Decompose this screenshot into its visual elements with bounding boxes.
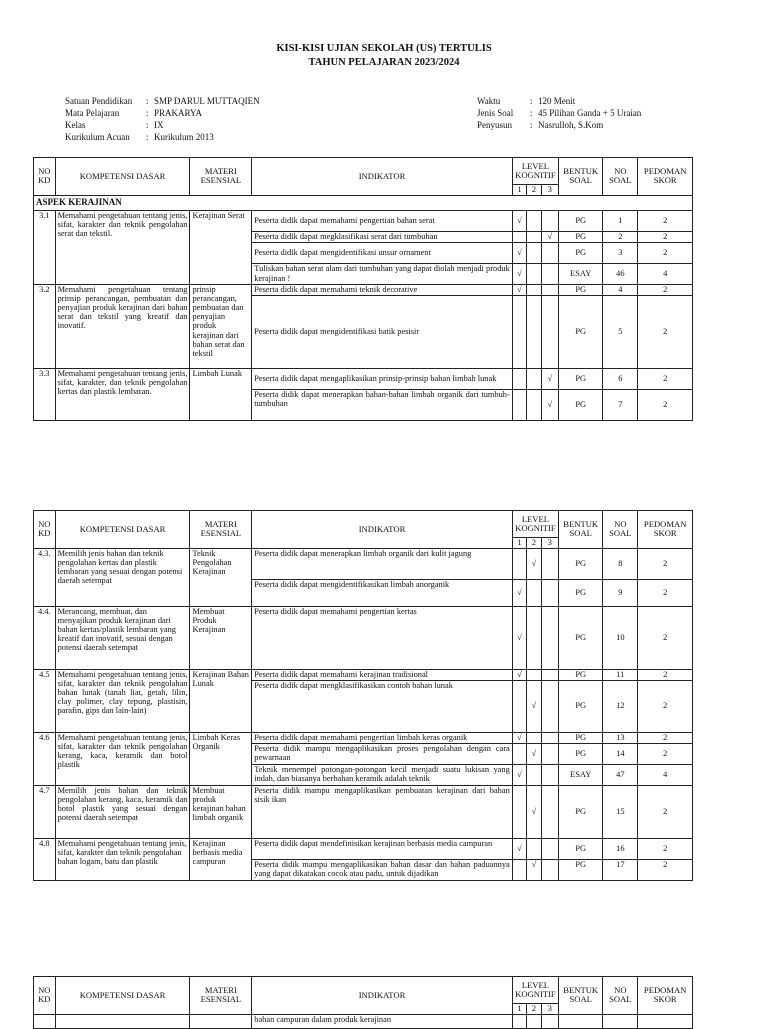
col-level: LEVEL KOGNITIF (512, 511, 558, 538)
table-row: Peserta didik dapat mengidentifikasi unsur ornament √ PG 3 2 (34, 242, 693, 263)
col-level-1: 1 (512, 1004, 526, 1015)
col-no-soal: NO SOAL (603, 158, 638, 196)
table-header-row (34, 158, 693, 185)
table-row: Peserta didik dapat mengidentifikasi batik pesisir PG 5 2 (34, 295, 693, 368)
col-kompetensi: KOMPETENSI DASAR (55, 158, 190, 196)
table-row: 4.5 Memahami pengetahuan tentang jenis, sifat, karakter dan teknik pengolahan bahan lunak (tanah liat, getah, lilin, clay polimer, clay tepung, plastisin, parafin, gips dan lain-lain) Kerajinan Bahan Lunak Peserta didik dapat memahami kerajinan tradisional √ PG 11 2 (34, 669, 693, 680)
table-row: 4.3. Memilih jenis bahan dan teknik pengolahan kertas dan plastik lembaran yang sesuai dengan potensi daerah setempat Teknik Pengolahan Kerajinan Peserta didik dapat menerapkan limbah organik dari kulit jagung √ PG 8 2 (34, 548, 693, 579)
table-row: Peserta didik dapat mengklasifikasikan contoh bahan lunak √ PG 12 2 (34, 680, 693, 732)
table-row: Peserta didik dapat megklasifikasi serat dari tumbuhan √ PG 2 2 (34, 231, 693, 242)
col-no-soal: NO SOAL (603, 977, 638, 1015)
doc-title-line2: TAHUN PELAJARAN 2023/2024 (308, 57, 460, 68)
kisi-table-1 (33, 157, 693, 421)
col-bentuk: BENTUK SOAL (559, 158, 603, 196)
col-bentuk: BENTUK SOAL (559, 511, 603, 549)
kisi-table-3 (33, 976, 693, 1029)
col-level-3: 3 (541, 1004, 559, 1015)
table-header-row (34, 977, 693, 1004)
col-indikator: INDIKATOR (252, 977, 513, 1015)
table-row: Tuliskan bahan serat alam dari tumbuhan yang dapat diolah menjadi produk kerajinan ! √ ESAY 46 4 (34, 263, 693, 284)
table-row: 3.2 Memahami pengetahuan tentang prinsip perancangan, pembuatan dan penyajian produk kerajinan dari bahan serat dan tekstil yang kreatif dan inovatif. prinsip perancangan, pembuatan dan penyajian produk kerajinan dari bahan serat dan tekstil Peserta didik dapat memahami teknik decorative √ PG 4 2 (34, 284, 693, 295)
kisi-table-2 (33, 510, 693, 881)
col-kompetensi: KOMPETENSI DASAR (55, 977, 190, 1015)
col-no-kd: NO KD (34, 511, 56, 549)
table-row: Peserta didik mampu mengaplikasikan proses pengolahan dengan cara pewarnaan √ PG 14 2 (34, 743, 693, 764)
col-level: LEVEL KOGNITIF (512, 158, 558, 185)
col-level-3: 3 (541, 538, 559, 549)
table-row: 4.7 Memilih jenis bahan dan teknik pengolahan kerang, kaca, keramik dan botol plastik yang sesuai dengan potensi daerah setempat Membuat produk kerajinan bahan limbah organik Peserta didik mampu mengaplikasikan pembuatan kerajinan dari bahan sisik ikan √ PG 15 2 (34, 785, 693, 838)
col-no-kd: NO KD (34, 158, 56, 196)
col-level-2: 2 (527, 1004, 541, 1015)
col-pedoman: PEDOMAN SKOR (638, 511, 693, 549)
table-row: Peserta didik dapat mengidentifikasikan limbah anorganik √ PG 9 2 (34, 579, 693, 606)
table-header-row (34, 511, 693, 538)
col-indikator: INDIKATOR (252, 158, 513, 196)
col-kompetensi: KOMPETENSI DASAR (55, 511, 190, 549)
col-pedoman: PEDOMAN SKOR (638, 977, 693, 1015)
col-materi: MATERI ESENSIAL (190, 158, 252, 196)
doc-title-line1: KISI-KISI UJIAN SEKOLAH (US) TERTULIS (276, 43, 492, 54)
col-bentuk: BENTUK SOAL (559, 977, 603, 1015)
table-row: 3.3 Memahami pengetahuan tentang jenis, sifat, karakter, dan teknik pengolahan kertas dan plastik lembaran. Limbah Lunak Peserta didik dapat mengaplikasikan prinsip-prinsip bahan limbah lunak √ PG 6 2 (34, 368, 693, 389)
col-level-1: 1 (512, 185, 526, 196)
col-no-kd: NO KD (34, 977, 56, 1015)
info-left: Satuan Pendidikan : SMP DARUL MUTTAQIEN Mata Pelajaran : PRAKARYA Kelas : IX Kurikulum Acuan : Kurikulum 2013 (65, 96, 260, 142)
col-no-soal: NO SOAL (603, 511, 638, 549)
col-level-2: 2 (527, 538, 541, 549)
col-indikator: INDIKATOR (252, 511, 513, 549)
col-level-1: 1 (512, 538, 526, 549)
table-row: Peserta didik dapat menerapkan bahan-bahan limbah organik dari tumbuh-tumbuhan √ PG 7 2 (34, 389, 693, 420)
section-title: ASPEK KERAJINAN (34, 195, 693, 210)
table-row: Peserta didik mampu mengaplikasikan bahan dasar dan bahan paduannya yang dapat dikatakan cocok atau padu, untuk dijadikan √ PG 17 2 (34, 859, 693, 880)
info-right: Waktu : 120 Menit Jenis Soal : 45 Pilihan Ganda + 5 Uraian Penyusun : Nasrulloh, S.Kom (477, 96, 642, 130)
col-materi: MATERI ESENSIAL (190, 977, 252, 1015)
table-row: Teknik menempel potongan-potongan kecil menjadi suatu lukisan yang indah, dan biasanya berbahan keramik adalah teknik √ ESAY 47 4 (34, 764, 693, 785)
table-row: 4.8 Memahami pengetahuan tentang jenis, sifat, karakter dan teknik pengolahan bahan logam, batu dan plastik Kerajinan berbasis media campuran Peserta didik dapat mendefinisikan kerajinan berbasis media campuran √ PG 16 2 (34, 838, 693, 859)
table-row: 4.6 Memahami pengetahuan tentang jenis, sifat, karakter dan teknik pengolahan kerang, kaca, keramik dan botol plastik Limbah Keras Organik Peserta didik dapat memahami pengertian limbah keras organik √ PG 13 2 (34, 732, 693, 743)
col-level-2: 2 (527, 185, 541, 196)
table-row: 4.4. Merancang, membuat, dan menyajikan produk kerajinan dari bahan kertas/plastik lembaran yang kreatif dan inovatif, sesuai dengan potensi daerah setempat Membuat Produk Kerajinan Peserta didik dapat memahami pengertian kertas √ PG 10 2 (34, 606, 693, 669)
col-level: LEVEL KOGNITIF (512, 977, 558, 1004)
table-row: 3.1 Memahami pengetahuan tentang jenis, sifat, karakter dan teknik pengolahan serat dan tekstil. Kerajinan Serat Peserta didik dapat memahami pengertian bahan serat √ PG 1 2 (34, 210, 693, 231)
col-pedoman: PEDOMAN SKOR (638, 158, 693, 196)
col-level-3: 3 (541, 185, 559, 196)
col-materi: MATERI ESENSIAL (190, 511, 252, 549)
table-row: bahan campuran dalam produk kerajinan (34, 1014, 693, 1028)
